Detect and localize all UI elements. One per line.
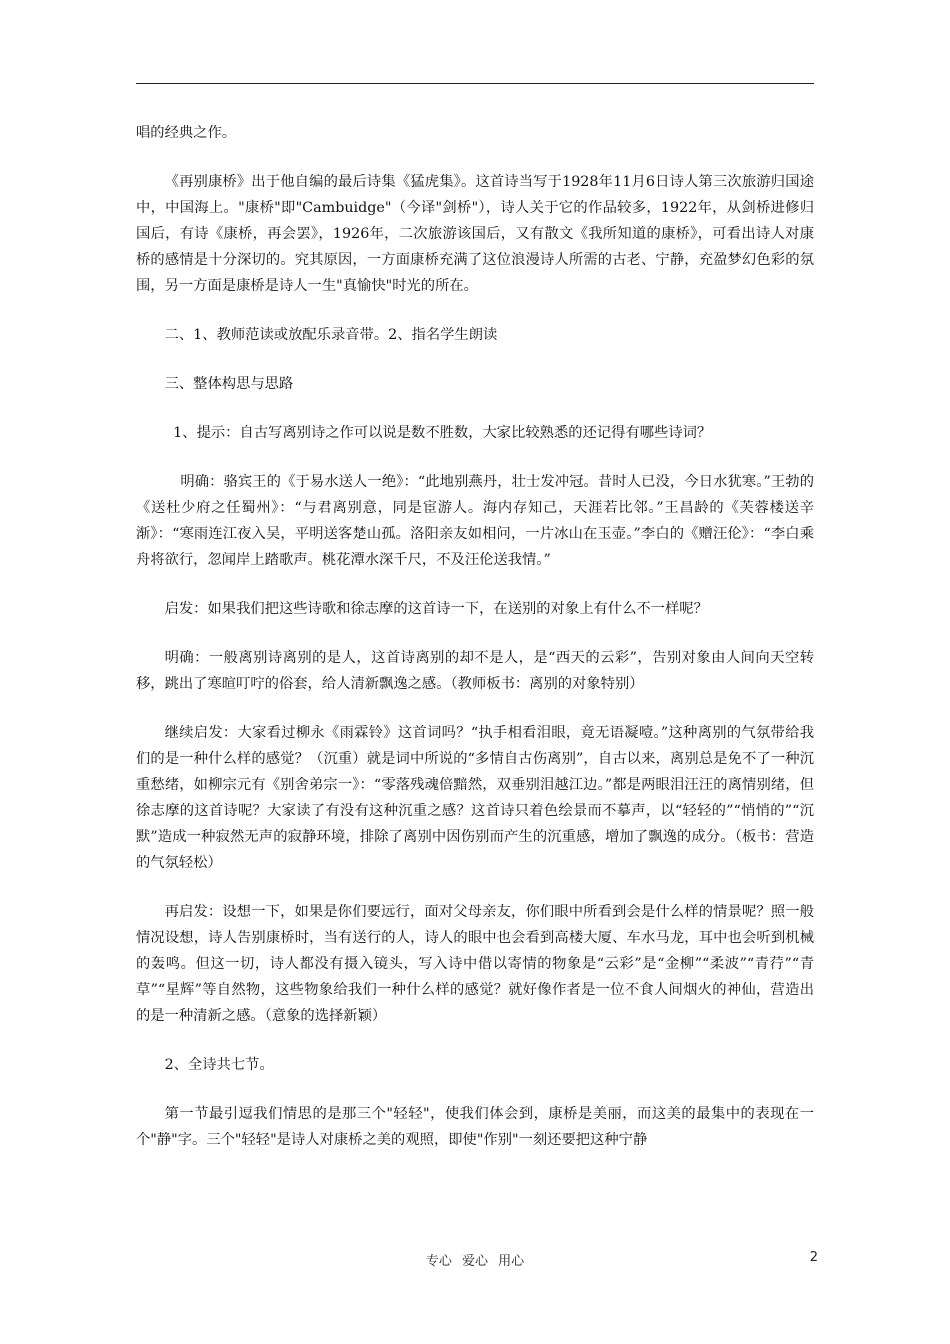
section-heading-structure: 三、整体构思与思路 (164, 376, 294, 392)
header-divider (136, 83, 814, 84)
paragraph-poem-background: 《再别康桥》出于他自编的最后诗集《猛虎集》。这首诗当写于1928年11月6日诗人第三次旅游归国途中，中国海上。"康桥"即"Cambuidge"（今译"剑桥"），诗人关于它的作品较多，1922年，从剑桥进修归国后，有诗《康桥，再会罢》，1926年，二次旅游该国后，又有散文《我所知道的康桥》，可看出诗人对康桥的感情是十分深切的。究其原因，一方面康桥充满了这位浪漫诗人所需的古老、宁静，充盈梦幻色彩的氛围，另一方面是康桥是诗人一生"真愉快"时光的所在。 (136, 174, 814, 294)
paragraph-clarification-2: 明确：一般离别诗离别的是人，这首诗离别的却不是人，是“西天的云彩”，告别对象由人间向天空转移，跳出了寒暄叮咛的俗套，给人清新飘逸之感。（教师板书：离别的对象特别） (136, 650, 814, 692)
page-number: 2 (809, 1250, 818, 1265)
paragraph-inspiration-2: 继续启发：大家看过柳永《雨霖铃》这首词吗？“执手相看泪眼，竟无语凝噎。”这种离别的气氛带给我们的是一种什么样的感觉？（沉重）就是词中所说的“多情自古伤离别”，自古以来，离别总是免不了一种沉重愁绪，如柳宗元有《别舍弟宗一》：“零落残魂倍黯然，双垂别泪越江边。”都是两眼泪汪汪的离情别绪，但徐志摩的这首诗呢？大家读了有没有这种沉重之感？这首诗只着色绘景而不摹声，以“轻轻的”“悄悄的”“沉默”造成一种寂然无声的寂静环境，排除了离别中因伤别而产生的沉重感，增加了飘逸的成分。（板书：营造的气氛轻松） (136, 725, 814, 871)
paragraph-clarification-1: 明确：骆宾王的《于易水送人一绝》：“此地别燕丹，壮士发冲冠。昔时人已没，今日水犹寒。”王勃的《送杜少府之任蜀州》：“与君离别意，同是宦游人。海内存知己，天涯若比邻。”王昌龄的《芙蓉楼送辛渐》：“寒雨连江夜入吴，平明送客楚山孤。洛阳亲友如相问，一片冰山在玉壶。”李白的《赠汪伦》：“李白乘舟将欲行，忽闻岸上踏歌声。桃花潭水深千尺，不及汪伦送我情。” (136, 474, 814, 568)
paragraph-prompt-1: 1、提示：自古写离别诗之作可以说是数不胜数，大家比较熟悉的还记得有哪些诗词？ (173, 425, 712, 441)
document-body (136, 120, 814, 1176)
paragraph-inspiration-3: 再启发：设想一下，如果是你们要远行，面对父母亲友，你们眼中所看到会是什么样的情景呢？照一般情况设想，诗人告别康桥时，当有送行的人，诗人的眼中也会看到高楼大厦、车水马龙，耳中也会听到机械的轰鸣。但这一切，诗人都没有摄入镜头，写入诗中借以寄情的物象是“云彩”是“金柳”“柔波”“青荇”“青草”“星辉”等自然物，这些物象给我们一种什么样的感觉？就好像作者是一位不食人间烟火的神仙，营造出的是一种清新之感。（意象的选择新颖） (136, 904, 814, 1024)
paragraph-stanza-one: 第一节最引逗我们情思的是那三个"轻轻"，使我们体会到，康桥是美丽，而这美的最集中的表现在一个"静"字。三个"轻轻"是诗人对康桥之美的观照，即使"作别"一刻还要把这种宁静 (136, 1106, 814, 1148)
section-heading-reading: 二、1、教师范读或放配乐录音带。2、指名学生朗读 (164, 327, 498, 343)
paragraph-continuation: 唱的经典之作。 (136, 125, 237, 141)
section-heading-seven-stanzas: 2、全诗共七节。 (164, 1057, 274, 1073)
paragraph-inspiration-1: 启发：如果我们把这些诗歌和徐志摩的这首诗一下，在送别的对象上有什么不一样呢？ (164, 601, 708, 617)
footer-motto: 专心 爱心 用心 (425, 1254, 525, 1269)
